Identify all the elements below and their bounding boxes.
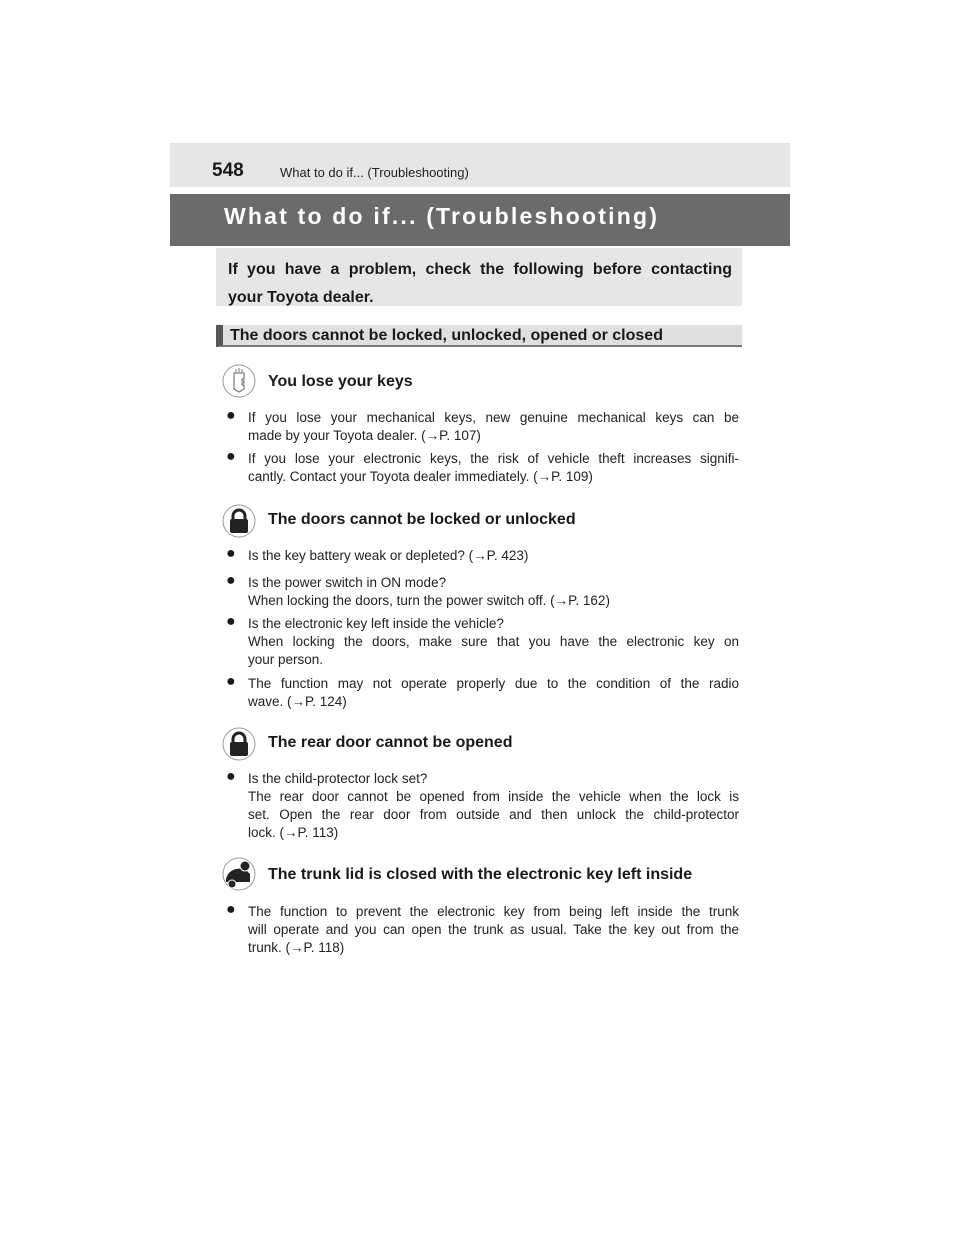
bullet-icon: ● <box>226 673 236 690</box>
subsection-title-trunk-lid: The trunk lid is closed with the electronic key left inside <box>268 866 693 883</box>
subsection-title-lock-unlock: The doors cannot be locked or unlocked <box>268 511 576 528</box>
bullet-icon: ● <box>226 768 236 785</box>
subsection-title-rear-door: The rear door cannot be opened <box>268 734 513 751</box>
trunk-key-icon <box>222 857 256 891</box>
list-item: If you lose your electronic keys, the risk of vehicle theft increases signifi- cantly. Contact your Toyota dealer immediately. (→P. 109) <box>248 451 739 484</box>
running-head: What to do if... (Troubleshooting) <box>280 165 469 180</box>
bullet-icon: ● <box>226 572 236 589</box>
bullet-icon: ● <box>226 901 236 918</box>
intro-line-2: your Toyota dealer. <box>228 289 374 306</box>
bullet-icon: ● <box>226 613 236 630</box>
bullet-icon: ● <box>226 545 236 562</box>
list-item: Is the electronic key left inside the vehicle? When locking the doors, make sure that you have the electronic key on your person. <box>248 616 739 667</box>
bullet-icon: ● <box>226 448 236 465</box>
list-item: The function may not operate properly due to the condition of the radio wave. (→P. 124) <box>248 676 739 709</box>
intro-line-1: If you have a problem, check the following before contacting <box>228 261 732 278</box>
list-item: If you lose your mechanical keys, new genuine mechanical keys can be made by your Toyota dealer. (→P. 107) <box>248 410 739 443</box>
key-icon <box>222 364 256 398</box>
padlock-icon <box>222 504 256 538</box>
subsection-title-lose-keys: You lose your keys <box>268 373 413 390</box>
list-item: Is the power switch in ON mode? When locking the doors, turn the power switch off. (→P. 162) <box>248 575 610 608</box>
header-band <box>170 143 790 187</box>
list-item: Is the key battery weak or depleted? (→P. 423) <box>248 548 529 563</box>
list-item: The function to prevent the electronic key from being left inside the trunk will operate and you can open the trunk as usual. Take the key out from the trunk. (→P. 118) <box>248 904 739 955</box>
padlock-icon <box>222 727 256 761</box>
section-heading: The doors cannot be locked, unlocked, opened or closed <box>230 327 663 344</box>
page-title: What to do if... (Troubleshooting) <box>224 203 660 229</box>
page-number: 548 <box>212 160 244 181</box>
bullet-icon: ● <box>226 407 236 424</box>
list-item: Is the child-protector lock set? The rear door cannot be opened from inside the vehicle when the lock is set. Open the rear door from outside and then unlock the child-protector lock. (→P. 113) <box>248 771 739 840</box>
